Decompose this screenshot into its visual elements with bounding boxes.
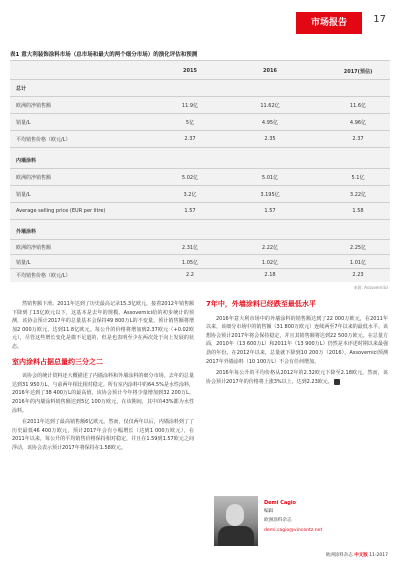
table-divider	[10, 168, 390, 169]
table-cell: 2.35	[264, 136, 276, 142]
table-row	[10, 115, 390, 129]
right-column	[206, 300, 388, 389]
table-cell: 2.37	[352, 136, 364, 142]
footer-edition: 中文版	[354, 553, 368, 558]
table-row-label: 销量/L	[16, 119, 31, 126]
end-of-article-icon: ■	[334, 379, 340, 385]
table-cell: 1.58	[352, 208, 364, 214]
author-email-link[interactable]: demi.cagio@vincentz.net	[264, 528, 323, 533]
table-divider	[10, 130, 390, 131]
table-row-label: 销量/L	[16, 259, 31, 266]
table-divider	[10, 79, 390, 80]
table-cell: 5亿	[185, 119, 195, 126]
footer-magazine: 欧洲涂料杂志	[325, 553, 353, 558]
table-header-cell: 2016	[263, 68, 277, 74]
table-cell: 5.02亿	[181, 174, 199, 181]
table-cell: 3.195亿	[260, 191, 280, 198]
author-name: Demi Cagio	[264, 500, 296, 506]
table-section-title	[10, 153, 390, 167]
body-paragraph-text: 2016年每公升的平均价格从2012年的2.32欧元下降至2.18欧元。然而，该协会预计2017年的价格将上涨3%以上，达到2.23欧元。	[206, 370, 388, 385]
table-section-label: 外墙涂料	[16, 228, 37, 235]
table-row-label: 平均销售价格（欧元/L）	[16, 272, 71, 279]
table-row-label: 欧洲的净销售额	[16, 174, 52, 181]
table-section-label: 总计	[16, 85, 27, 92]
table-divider	[10, 60, 390, 61]
table-title: 表1 意大利装饰涂料市场（总市场和最大的两个细分市场）的演化评估和预测	[10, 52, 198, 58]
table-row	[10, 204, 390, 218]
body-paragraph: 该协会的统计资料还大概描述了内墙涂料和外墙涂料的细分市场。去年的总量达到31 950万L，与前两年相比相对稳定。所有室内涂料中的64.5%是水性涂料，2016年达到了38 400万L的最高值。该协会预计今年将少量增加到32 200万L。2016年的内墙涂料销售额达到5亿 100万欧元，在该期间，其中的43%都为水性涂料。	[12, 373, 194, 414]
table-row	[10, 255, 390, 269]
table-row-label: 平均销售价格（欧元/L）	[16, 136, 71, 143]
table-cell: 2.31亿	[181, 244, 199, 251]
table-cell: 5.01亿	[261, 174, 279, 181]
table-source: 来源: Assoverniici	[353, 285, 388, 290]
page-footer	[326, 552, 388, 558]
table-cell: 2.23	[352, 272, 364, 278]
table-divider	[10, 96, 390, 97]
table-header-cell: 2015	[183, 68, 197, 74]
table-section-title	[10, 81, 390, 95]
table-divider	[10, 185, 390, 186]
author-box	[214, 496, 390, 546]
section-heading: 7年中，外墙涂料已经跌至最低水平	[206, 300, 316, 308]
table-row-label: Average selling price (EUR per litre)	[16, 208, 106, 214]
author-org: 欧洲涂料杂志	[264, 518, 292, 523]
data-table	[10, 60, 390, 282]
body-paragraph: 然销售额下滑。2011年达到了历史最高记录15.3亿欧元，接着2012年销售额下降到了13亿欧元以下，这基本是去年的规模。Assovernici给的初步统计的预测，该协会预计2017年的总量基本会保持49 800万L的不变量。预计销售额将增加2 000万欧元，达到11.8亿欧元。每公升的价格将增加到2.37欧元（+0.02欧元），尽管这些增长变化是微不足道的，但是也表明至少在两次处于向上发展的状态。	[12, 301, 194, 350]
footer-issue: 11-2017	[369, 553, 388, 558]
table-cell: 4.95亿	[261, 119, 279, 126]
table-cell: 1.01亿	[349, 259, 367, 266]
table-cell: 1.57	[264, 208, 276, 214]
table-row-label: 销量/L	[16, 191, 31, 198]
table-cell: 11.62亿	[260, 102, 280, 109]
table-cell: 2.2	[186, 272, 194, 278]
table-row-label: 欧洲的净销售额	[16, 102, 52, 109]
table-cell: 3.22亿	[349, 191, 367, 198]
table-cell: 1.05亿	[181, 259, 199, 266]
body-paragraph: 在2011年达到了最高销售额6亿欧元。然而，仅仅两年以后，内墙涂料到了了历史最低46 400万欧元，预计2017年会有小幅增长（达到1 000万欧元），在2011年以来，每公升的平均销售价格保持相对稳定，并且在1.59到1.57欧元之间浮动，该协会表示预计2017年将保持在1.58欧元。	[12, 419, 194, 451]
table-header-row	[10, 64, 390, 78]
table-row	[10, 170, 390, 184]
table-cell: 1.02亿	[261, 259, 279, 266]
table-cell: 4.96亿	[349, 119, 367, 126]
table-divider	[10, 219, 390, 220]
table-cell: 2.18	[264, 272, 276, 278]
table-cell: 5.1亿	[351, 174, 365, 181]
table-cell: 3.2亿	[183, 191, 197, 198]
table-row	[10, 132, 390, 146]
table-cell: 11.9亿	[181, 102, 199, 109]
table-divider	[10, 147, 390, 148]
body-paragraph: 2016年意大利市场中的外墙涂料的销售额达到了22 000万欧元，在2011年以来，该细分市场中的销售额（31 800万欧元）连续两至7年以来的最低水平。该想协会预计2017年将会保持稳定，并且其销售额将达到22 500万欧元。在总量方面，2010年（13 600万L）和2011年（13 900万L）仍然是本评述时期以来最强劲的年份。在2012年以来，总量就下降到10 200万（2016），Assovernici预测2017年外墙涂料（10 100万L）不会有任何增加。	[206, 315, 388, 365]
table-row	[10, 98, 390, 112]
table-header-cell: 2017(预估)	[343, 68, 373, 75]
body-paragraph	[206, 369, 388, 386]
author-photo-body	[218, 526, 254, 546]
section-tab: 市场报告	[296, 12, 362, 34]
page-number: 17	[373, 14, 386, 25]
table-row-label: 欧洲的净销售额	[16, 244, 52, 251]
table-cell: 1.57	[184, 208, 196, 214]
table-cell: 2.37	[184, 136, 196, 142]
table-cell: 2.22亿	[261, 244, 279, 251]
table-section-label: 内墙涂料	[16, 157, 37, 164]
table-cell: 11.6亿	[349, 102, 367, 109]
table-cell: 2.25亿	[349, 244, 367, 251]
table-row	[10, 187, 390, 201]
section-heading: 室内涂料占据总量约三分之二	[12, 357, 103, 366]
table-section-title	[10, 224, 390, 238]
author-photo	[214, 496, 258, 546]
author-title: 编辑	[264, 509, 274, 514]
left-column	[12, 300, 194, 456]
table-divider	[10, 113, 390, 114]
table-row	[10, 240, 390, 254]
author-photo-head	[226, 504, 244, 526]
table-row	[10, 268, 390, 282]
table-divider	[10, 202, 390, 203]
